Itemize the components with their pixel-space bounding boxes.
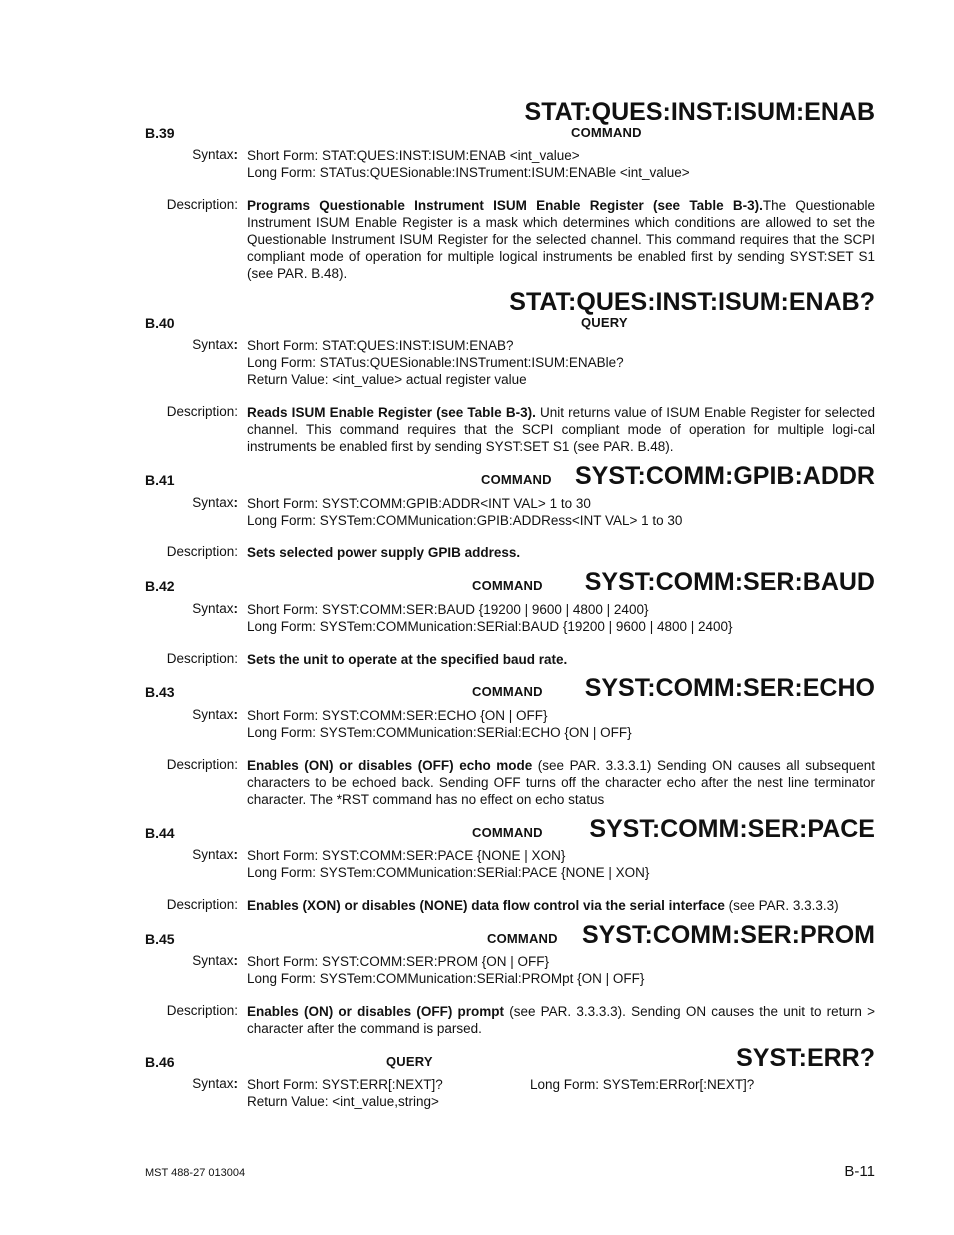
description-label: Description: [166,1003,238,1018]
section-title: SYST:COMM:SER:BAUD [584,568,875,596]
syntax-line: Long Form: SYSTem:COMMunication:SERial:PROMpt {ON | OFF} [247,971,645,986]
description-label: Description: [166,651,238,666]
description-text: Sets the unit to operate at the specified baud rate. [247,652,568,667]
description-label: Description: [166,404,238,419]
section-kind: COMMAND [481,472,552,487]
syntax-line: Short Form: SYST:COMM:SER:PROM {ON | OFF} [247,954,550,969]
syntax-label: Syntax: [192,707,238,722]
syntax-label: Syntax: [192,337,238,352]
description-text: Programs Questionable Instrument ISUM Enable Register (see Table B-3).The Questionable Instrument ISUM Enable Register is a mask which determines which conditions are allowed to set the Questionable Instrument ISUM Register for the selected channel. This command requires that the SCPI compliant mode of operation for multiple logical instruments be enabled first by sending SYST:SET S1 (see PAR. B.48). [247,198,875,281]
syntax-line: Short Form: STAT:QUES:INST:ISUM:ENAB? [247,338,514,353]
syntax-label: Syntax: [192,147,238,162]
syntax-label: Syntax: [192,495,238,510]
description-text: Reads ISUM Enable Register (see Table B-3). Unit returns value of ISUM Enable Register for selected channel. This command requires that the SCPI compliant mode of operation for multiple logi-cal instruments be enabled first by sending SYST:SET S1 (see PAR. B.48). [247,405,875,454]
syntax-line: Short Form: SYST:COMM:SER:ECHO {ON | OFF} [247,708,548,723]
section-title: SYST:COMM:GPIB:ADDR [575,462,875,490]
syntax-line: Short Form: SYST:ERR[:NEXT]? [247,1077,443,1092]
description-label: Description: [166,897,238,912]
description-text: Enables (ON) or disables (OFF) prompt (see PAR. 3.3.3.3). Sending ON causes the unit to return > character after the command is parsed. [247,1004,875,1036]
section-kind: COMMAND [472,578,543,593]
section-number: B.46 [145,1054,175,1070]
section-title: SYST:COMM:SER:PACE [589,815,875,843]
section-title: STAT:QUES:INST:ISUM:ENAB [524,98,875,126]
syntax-label: Syntax: [192,1076,238,1091]
section-title: SYST:COMM:SER:ECHO [584,674,875,702]
syntax-line: Return Value: <int_value,string> [247,1094,439,1109]
syntax-line: Short Form: STAT:QUES:INST:ISUM:ENAB <int_value> [247,148,580,163]
description-label: Description: [166,757,238,772]
section-kind: QUERY [386,1054,433,1069]
section-kind: COMMAND [472,825,543,840]
syntax-line: Long Form: SYSTem:ERRor[:NEXT]? [530,1077,755,1092]
footer-doc-id: MST 488-27 013004 [145,1167,246,1179]
syntax-line: Long Form: STATus:QUESionable:INSTrument:ISUM:ENABle? [247,355,624,370]
description-text: Sets selected power supply GPIB address. [247,545,521,560]
section-title: SYST:COMM:SER:PROM [581,921,875,949]
syntax-line: Short Form: SYST:COMM:SER:PACE {NONE | XON} [247,848,566,863]
syntax-line: Long Form: SYSTem:COMMunication:GPIB:ADDRess<INT VAL> 1 to 30 [247,513,683,528]
section-number: B.44 [145,825,175,841]
syntax-line: Short Form: SYST:COMM:GPIB:ADDR<INT VAL> 1 to 30 [247,496,591,511]
section-number: B.42 [145,578,175,594]
syntax-line: Long Form: SYSTem:COMMunication:SERial:BAUD {19200 | 9600 | 4800 | 2400} [247,619,733,634]
section-kind: COMMAND [472,684,543,699]
syntax-label: Syntax: [192,847,238,862]
syntax-line: Return Value: <int_value> actual register value [247,372,527,387]
section-kind: COMMAND [487,931,558,946]
syntax-label: Syntax: [192,953,238,968]
description-text: Enables (ON) or disables (OFF) echo mode (see PAR. 3.3.3.1) Sending ON causes all subsequent characters to be echoed back. Sending OFF turns off the character echo after the nest line terminator character. The *RST command has no effect on echo status [247,758,875,807]
section-number: B.45 [145,931,175,947]
syntax-line: Long Form: SYSTem:COMMunication:SERial:ECHO {ON | OFF} [247,725,632,740]
section-number: B.40 [145,315,175,331]
syntax-label: Syntax: [192,601,238,616]
section-number: B.43 [145,684,175,700]
section-number: B.39 [145,125,175,141]
section-title: STAT:QUES:INST:ISUM:ENAB? [509,288,875,316]
syntax-line: Long Form: SYSTem:COMMunication:SERial:PACE {NONE | XON} [247,865,650,880]
description-text: Enables (XON) or disables (NONE) data flow control via the serial interface (see PAR. 3.3.3.3) [247,898,839,913]
section-kind: COMMAND [571,125,642,140]
section-kind: QUERY [581,315,628,330]
section-title: SYST:ERR? [736,1044,875,1072]
section-number: B.41 [145,472,175,488]
description-label: Description: [166,544,238,559]
page-number: B-11 [844,1163,875,1180]
syntax-line: Short Form: SYST:COMM:SER:BAUD {19200 | 9600 | 4800 | 2400} [247,602,649,617]
syntax-line: Long Form: STATus:QUESionable:INSTrument:ISUM:ENABle <int_value> [247,165,690,180]
description-label: Description: [166,197,238,212]
